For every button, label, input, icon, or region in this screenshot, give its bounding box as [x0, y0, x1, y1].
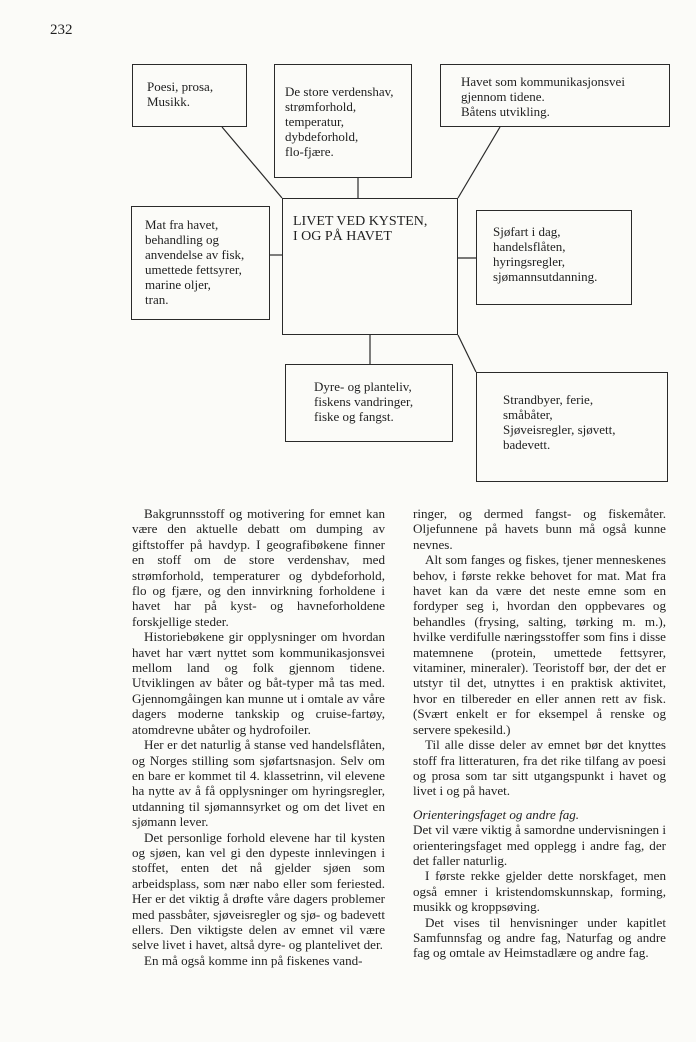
paragraph: Her er det naturlig å stanse ved handelsflåten, og Norges stilling som sjøfartsnasjon. Selv om en bare er kommet til 4. klassetrinn, vil elevene ha nytte av å få opplysninger om hyringsregler, utdanning til sjømannsyrket og om det livet en sjømann lever. — [132, 737, 385, 830]
diagram-box-top-left: Poesi, prosa, Musikk. — [132, 64, 247, 127]
paragraph: En må også komme inn på fiskenes vand- — [144, 952, 363, 968]
paragraph: Historiebøkene gir opplysninger om hvordan havet har vært nyttet som kommunikasjonsvei mellom land og folk gjennom tidene. Utviklingen av båter og båt-typer må tas med. Gjennomgåingen kan munne ut i omtale av våre dagers moderne tankskip og cruise-fartøy, atomdrevne ubåter og hydrofoiler. — [132, 629, 385, 737]
diagram-box-middle-right: Sjøfart i dag, handelsflåten, hyringsregler, sjømannsutdanning. — [476, 210, 632, 305]
paragraph: Alt som fanges og fiskes, tjener menneskenes behov, i første rekke behovet for mat. Mat fra havet kan da være det neste emne som en fordyper seg i, hvordan den oppbevares og behandles (frysing, salting, tørking m. m.), hvilke verdifulle næringsstoffer som fins i disse matemnene (protein, umettede fettsyrer, vitaminer, mineraler). Teoristoff bør, der det er utstyr til det, utnyttes i en praktisk aktivitet, hvor en tilbereder en eller annen rett av fisk. (Svært enkelt er for eksempel å renske og servere spekesild.) — [413, 552, 666, 737]
connector-top-right — [458, 127, 500, 198]
paragraph: I første rekke gjelder dette norskfaget, men også emner i kristendomskunnskap, forming, musikk og kroppsøving. — [413, 868, 666, 915]
paragraph: Det personlige forhold elevene har til kysten og sjøen, kan vel gi den dypeste innlevingen i stoffet, enten det nå gjelder sjøen som arbeidsplass, som nær nabo eller som feriested. Her er det viktig å drøfte våre dagers problemer med passbåter, sjøveisregler og sjø- og badevett ellers. Den viktigste delen av emnet vil være selve livet i havet, altså dyre- og plantelivet der. — [132, 829, 385, 953]
paragraph: Til alle disse deler av emnet bør det knyttes stoff fra litteraturen, fra det rike tilfang av poesi og prosa som tar sitt utgangspunkt i havet og livet i og på havet. — [413, 737, 666, 799]
diagram-box-top-middle: De store verdenshav, strømforhold, temperatur, dybdeforhold, flo-fjære. — [274, 64, 412, 178]
paragraph: Det vil være viktig å samordne undervisningen i orienteringsfaget med opplegg i andre fag, der det faller naturlig. — [413, 822, 666, 868]
diagram-box-bottom-right: Strandbyer, ferie, småbåter, Sjøveisregler, sjøvett, badevett. — [476, 372, 668, 482]
diagram-box-bottom-middle: Dyre- og planteliv, fiskens vandringer, fiske og fangst. — [285, 364, 453, 442]
paragraph: ringer, og dermed fangst- og fiskemåter. Oljefunnene på havets bunn må også kunne nevnes. — [413, 506, 666, 552]
diagram-box-top-right: Havet som kommunikasjonsvei gjennom tidene. Båtens utvikling. — [440, 64, 670, 127]
right-text-column — [413, 506, 666, 961]
page-number: 232 — [50, 22, 73, 38]
left-text-column — [132, 506, 385, 968]
paragraph: Det vises til henvisninger under kapitlet Samfunnsfag og andre fag, Naturfag og andre fag og omtale av Heimstadlære og andre fag. — [413, 914, 666, 961]
section-subheading: Orienteringsfaget og andre fag. — [413, 806, 580, 822]
paragraph: Bakgrunnsstoff og motivering for emnet kan være den aktuelle debatt om dumping av giftstoffer på havdyp. I geografibøkene finner en stoff om de store verdenshav, med strømforhold, temperaturer og dybdeforhold, flo og fjære, og den innvirkning forholdene i havet har på kyst- og havneforholdene forskjellige steder. — [132, 506, 385, 629]
connector-bottom-right — [458, 335, 476, 372]
diagram-box-middle-left: Mat fra havet, behandling og anvendelse av fisk, umettede fettsyrer, marine oljer, tran. — [131, 206, 270, 320]
connector-top-left — [222, 127, 282, 198]
diagram-box-center: LIVET VED KYSTEN, I OG PÅ HAVET — [282, 198, 458, 335]
